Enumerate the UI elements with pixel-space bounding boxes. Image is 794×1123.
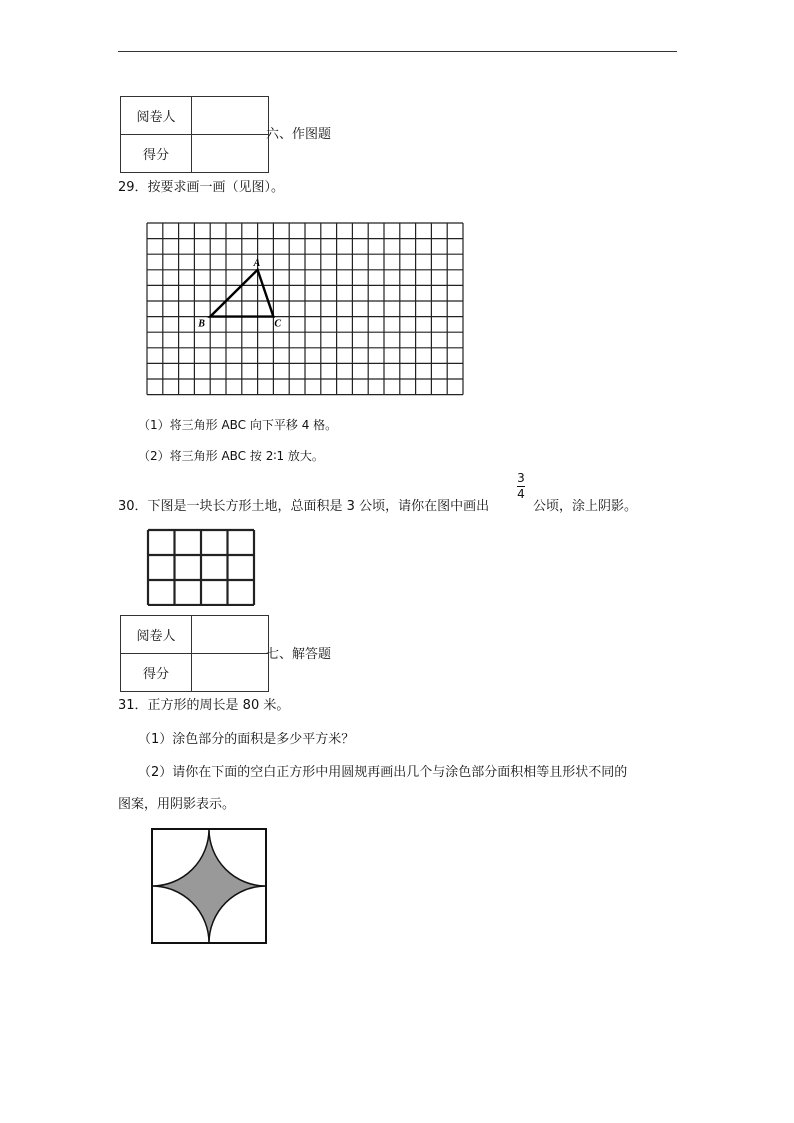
vertex-label-B: B xyxy=(198,318,205,330)
q31-sub2-line2: 图案，用阴影表示。 xyxy=(118,797,236,812)
section-title-6: 六、作图题 xyxy=(266,127,332,142)
reviewer-cell xyxy=(192,97,269,135)
score-box-7 xyxy=(120,615,269,692)
q29-sub2: （2）将三角形 ABC 按 2∶1 放大。 xyxy=(138,449,324,463)
q31-stem: 31．正方形的周长是 80 米。 xyxy=(118,698,290,713)
score-cell xyxy=(192,135,269,173)
q30-stem-before: 30．下图是一块长方形土地，总面积是 3 公顷，请你在图中画出 xyxy=(118,499,490,514)
q31-square-figure xyxy=(150,827,268,945)
header-rule xyxy=(118,51,677,52)
q31-sub1: （1）涂色部分的面积是多少平方米？ xyxy=(138,732,355,747)
q29-sub1: （1）将三角形 ABC 向下平移 4 格。 xyxy=(138,418,338,432)
score-label: 得分 xyxy=(121,135,192,173)
vertex-label-A: A xyxy=(253,257,261,269)
reviewer-label: 阅卷人 xyxy=(121,616,192,654)
fraction-numerator: 3 xyxy=(517,471,525,485)
score-label: 得分 xyxy=(121,654,192,692)
score-cell xyxy=(192,654,269,692)
q30-fraction xyxy=(517,472,525,501)
q29-grid-figure xyxy=(146,222,464,396)
reviewer-cell xyxy=(192,616,269,654)
score-box-6 xyxy=(120,96,269,173)
q30-stem-after: 公顷，涂上阴影。 xyxy=(533,499,638,514)
q30-rectangle-grid xyxy=(146,528,256,606)
vertex-label-C: C xyxy=(274,318,282,330)
fraction-denominator: 4 xyxy=(517,487,525,501)
q29-stem: 29．按要求画一画（见图）。 xyxy=(118,180,285,195)
reviewer-label: 阅卷人 xyxy=(121,97,192,135)
section-title-7: 七、解答题 xyxy=(266,647,332,662)
q31-sub2-line1: （2）请你在下面的空白正方形中用圆规再画出几个与涂色部分面积相等且形状不同的 xyxy=(138,765,628,780)
